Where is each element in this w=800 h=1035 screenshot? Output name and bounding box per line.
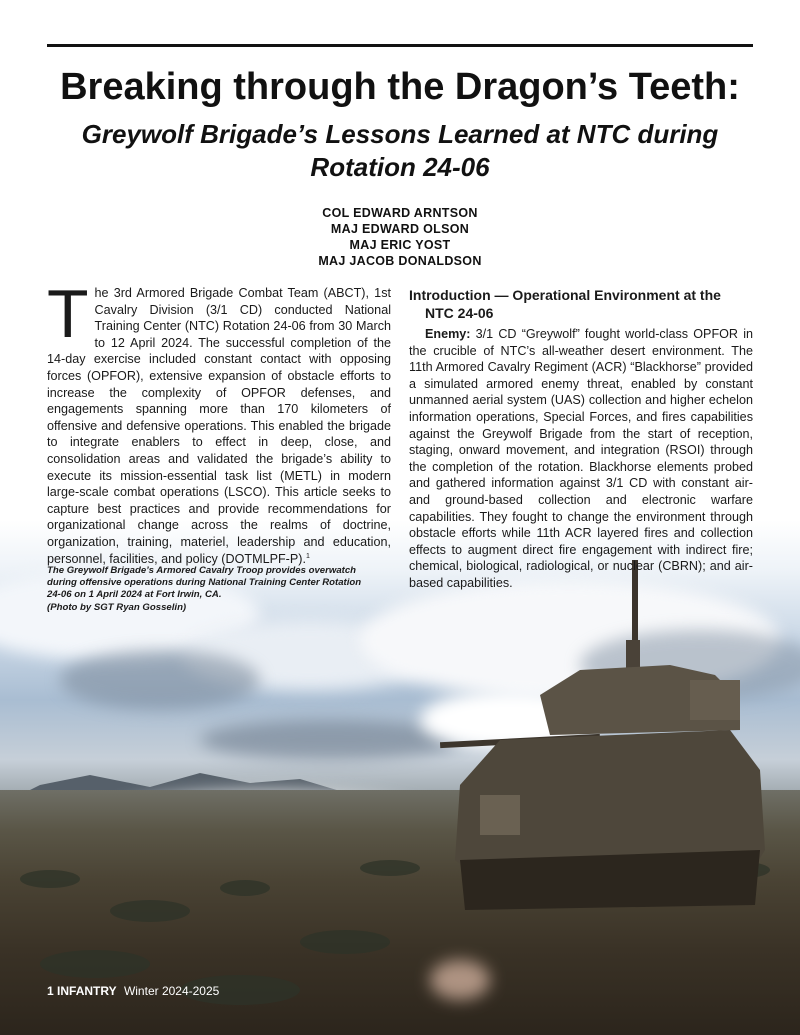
bradley-vehicle-silhouette bbox=[440, 560, 770, 940]
article-subtitle bbox=[0, 118, 800, 184]
photo-brush bbox=[360, 860, 420, 876]
issue-date: Winter 2024-2025 bbox=[123, 984, 220, 998]
caption-line: 24-06 on 1 April 2024 at Fort Irwin, CA. bbox=[47, 589, 222, 601]
photo-sun-flare bbox=[430, 960, 490, 1000]
subtitle-line: Greywolf Brigade’s Lessons Learned at NTC during bbox=[81, 119, 719, 149]
article-title: Breaking through the Dragon’s Teeth: bbox=[60, 66, 740, 108]
page-number: 1 bbox=[47, 984, 54, 998]
footnote-ref[interactable]: 1 bbox=[305, 552, 310, 560]
photo-cloud bbox=[60, 650, 260, 710]
subtitle-line: Rotation 24-06 bbox=[310, 152, 490, 182]
photo-brush bbox=[300, 930, 390, 954]
page-folio bbox=[47, 984, 219, 998]
author-name: MAJ JACOB DONALDSON bbox=[318, 254, 482, 268]
intro-paragraph bbox=[47, 276, 391, 567]
photo-brush bbox=[220, 880, 270, 896]
author-byline bbox=[0, 205, 800, 269]
photo-brush bbox=[40, 950, 150, 978]
author-name: MAJ EDWARD OLSON bbox=[330, 222, 470, 236]
section-text: 3/1 CD “Greywolf” fought world-class OPFOR in the crucible of NTC’s all-weather desert environment. The 11th Armored Cavalry Regiment (ACR) “Blackhorse” provided a simulated armored enemy threat, enabled by constant unmanned aerial system (UAS) collection and higher echelon information operations, Special Forces, and fires capabilities against the Greywolf Brigade from the start of reception, staging, onward movement, and integration (RSOI) through the completion of the rotation. Blackhorse elements probed and gathered information against 3/1 CD with constant air- and ground-based collection and electronic warfare capabilities. They fought to change the environment through obstacle efforts while 11th ACR layered fires and collection effects to augment direct fire engagement with indirect fire; chemical, biological, radiological, or nuclear (CBRN); and air-based capabilities. bbox=[409, 327, 753, 590]
top-rule bbox=[47, 44, 753, 47]
section-paragraph bbox=[409, 326, 753, 592]
intro-column bbox=[47, 276, 391, 567]
caption-line: The Greywolf Brigade’s Armored Cavalry Troop provides overwatch bbox=[47, 565, 357, 576]
photo-caption bbox=[47, 565, 391, 614]
section-heading: Introduction — Operational Environment at the NTC 24-06 bbox=[409, 287, 721, 321]
intro-text: he 3rd Armored Brigade Combat Team (ABCT), 1st Cavalry Division (3/1 CD) conducted National Training Center (NTC) Rotation 24-06 from 30 March to 12 April 2024. The successful completion of the 14-day exercise included constant contact with opposing forces (OPFOR), extensive expansion of obstacle efforts to increase the complexity of OPFOR defenses, and engagements spanning more than 170 kilometers of offensive and defensive operations. This enabled the brigade to integrate enablers to effect in deep, close, and consolidation areas and validated the brigade’s ability to execute its mission-essential task list (METL) in modern large-scale combat operations (LSCO). This article seeks to capture best practices and provide recommendations for organizational change across the realms of doctrine, organization, training, materiel, leadership and education, personnel, facilities, and policy (DOTMLPF-P). bbox=[47, 286, 391, 566]
photo-brush bbox=[20, 870, 80, 888]
drop-cap: T bbox=[47, 276, 89, 352]
paragraph-lead: Enemy: bbox=[425, 327, 471, 341]
photo-brush bbox=[110, 900, 190, 922]
author-name: MAJ ERIC YOST bbox=[349, 238, 451, 252]
caption-line: during offensive operations during National Training Center Rotation bbox=[47, 577, 362, 589]
magazine-name: INFANTRY bbox=[57, 984, 117, 998]
photo-credit: (Photo by SGT Ryan Gosselin) bbox=[47, 601, 187, 613]
section-column bbox=[409, 286, 753, 592]
author-name: COL EDWARD ARNTSON bbox=[322, 206, 478, 220]
